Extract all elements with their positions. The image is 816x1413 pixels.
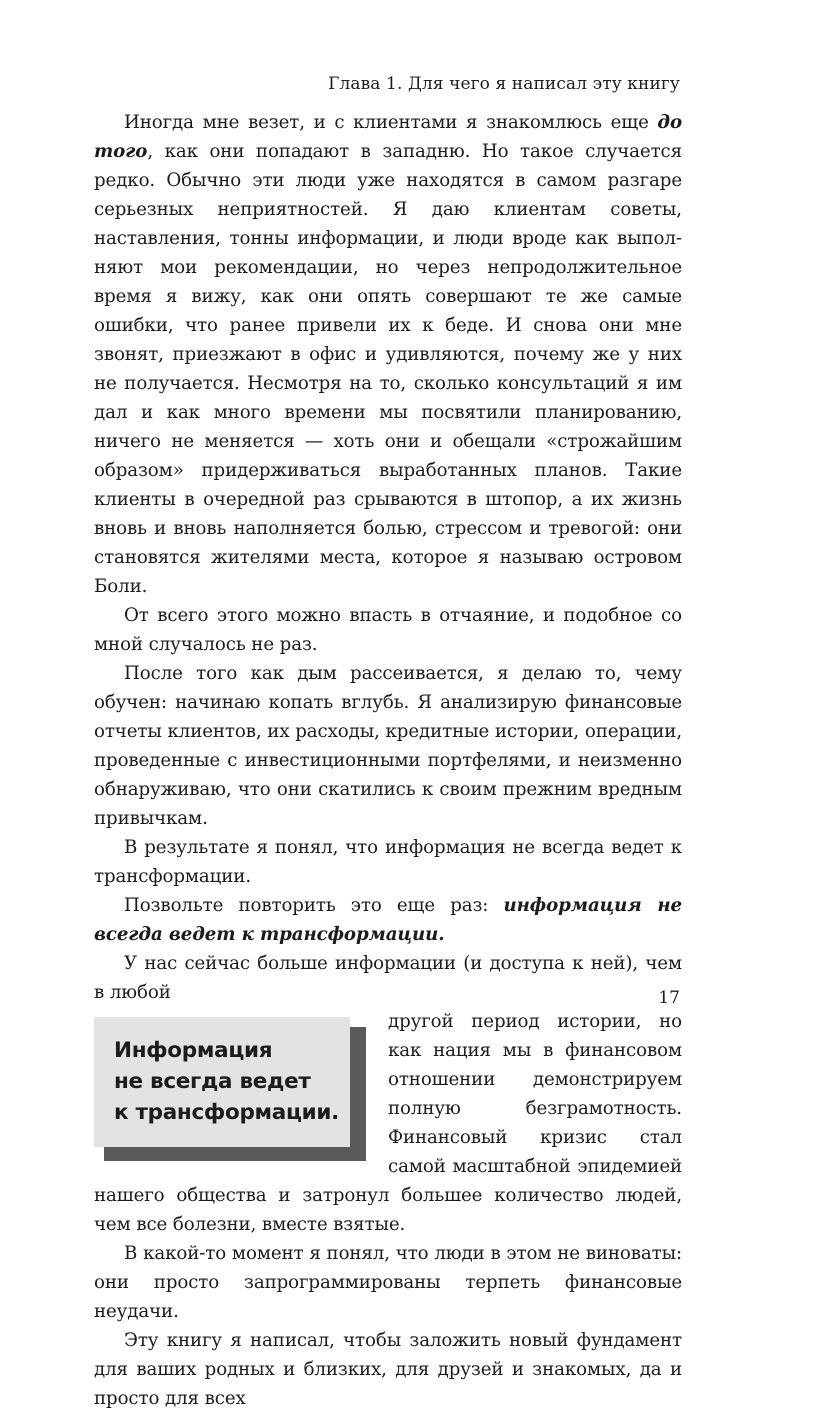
paragraph-4: В результате я понял, что информация не всегда ведет к трансформации. — [94, 837, 682, 887]
pull-quote-box — [94, 1017, 350, 1147]
paragraph-5 — [94, 891, 682, 949]
emphasis-do-togo: до того — [94, 112, 682, 162]
paragraph-2: От всего этого можно впасть в отчаяние, и подобное со мной случалось не раз. — [94, 605, 682, 655]
paragraph-1-start: Иногда мне везет, и с клиентами я знакомлюсь еще — [124, 112, 658, 133]
paragraph-6-lead: У нас сейчас больше информации (и доступа к ней), чем в любой — [94, 953, 682, 1003]
paragraph-6: другой период истории, но как нация мы в финансовом отношении демонстрируем полную безграмотность. Финансовый кризис стал самой масштабной эпидемией нашего общества и затронул большее количество людей, чем все болезни, вместе взятые. — [94, 1011, 682, 1235]
paragraph-3: После того как дым рассеивается, я делаю то, чему обучен: начинаю копать вглубь. Я анализирую финансовые отчеты клиентов, их расходы, кредитные истории, операции, проведенные с инвестиционными портфелями, и неизменно обнаруживаю, что они скатились к своим прежним вредным привычкам. — [94, 663, 682, 829]
paragraph-7: В какой-то момент я понял, что люди в этом не виноваты: они просто запрограммированы терпеть финансовые неудачи. — [94, 1243, 682, 1322]
pull-quote-line-3: к трансформации. — [114, 1100, 340, 1125]
paragraph-8: Эту книгу я написал, чтобы заложить новый фундамент для ваших родных и близких, для друзей и знакомых, да и просто для всех — [94, 1330, 682, 1409]
running-header: Глава 1. Для чего я написал эту книгу — [328, 74, 680, 94]
emphasis-information: информация не всегда ведет к трансформации. — [94, 895, 682, 945]
pull-quote — [94, 1017, 366, 1161]
pull-quote-line-1: Информация — [114, 1038, 273, 1063]
page-number: 17 — [658, 988, 680, 1008]
paragraph-5-start: Позвольте повторить это еще раз: — [124, 895, 504, 916]
paragraph-1 — [94, 108, 682, 601]
pull-quote-line-2: не всегда ведет — [114, 1069, 311, 1094]
body-text — [94, 108, 682, 1413]
paragraph-1-rest: , как они попадают в западню. Но такое случается редко. Обычно эти люди уже находятся в самом разгаре серьезных неприятностей. Я даю клиентам советы, наставления, тонны информации, и люди вроде как выполняют мои рекомендации, но через непродолжительное время я вижу, как они опять совершают те же самые ошибки, что ранее привели их к беде. И снова они мне звонят, приезжают в офис и удивляются, почему же у них не получается. Несмотря на то, сколько консультаций я им дал и как много времени мы посвятили планированию, ничего не меняется — хоть они и обещали «строжайшим образом» придерживаться выработанных планов. Такие клиенты в очередной раз срываются в штопор, а их жизнь вновь и вновь наполняется болью, стрессом и тревогой: они становятся жителями места, которое я называю островом Боли. — [94, 141, 682, 597]
